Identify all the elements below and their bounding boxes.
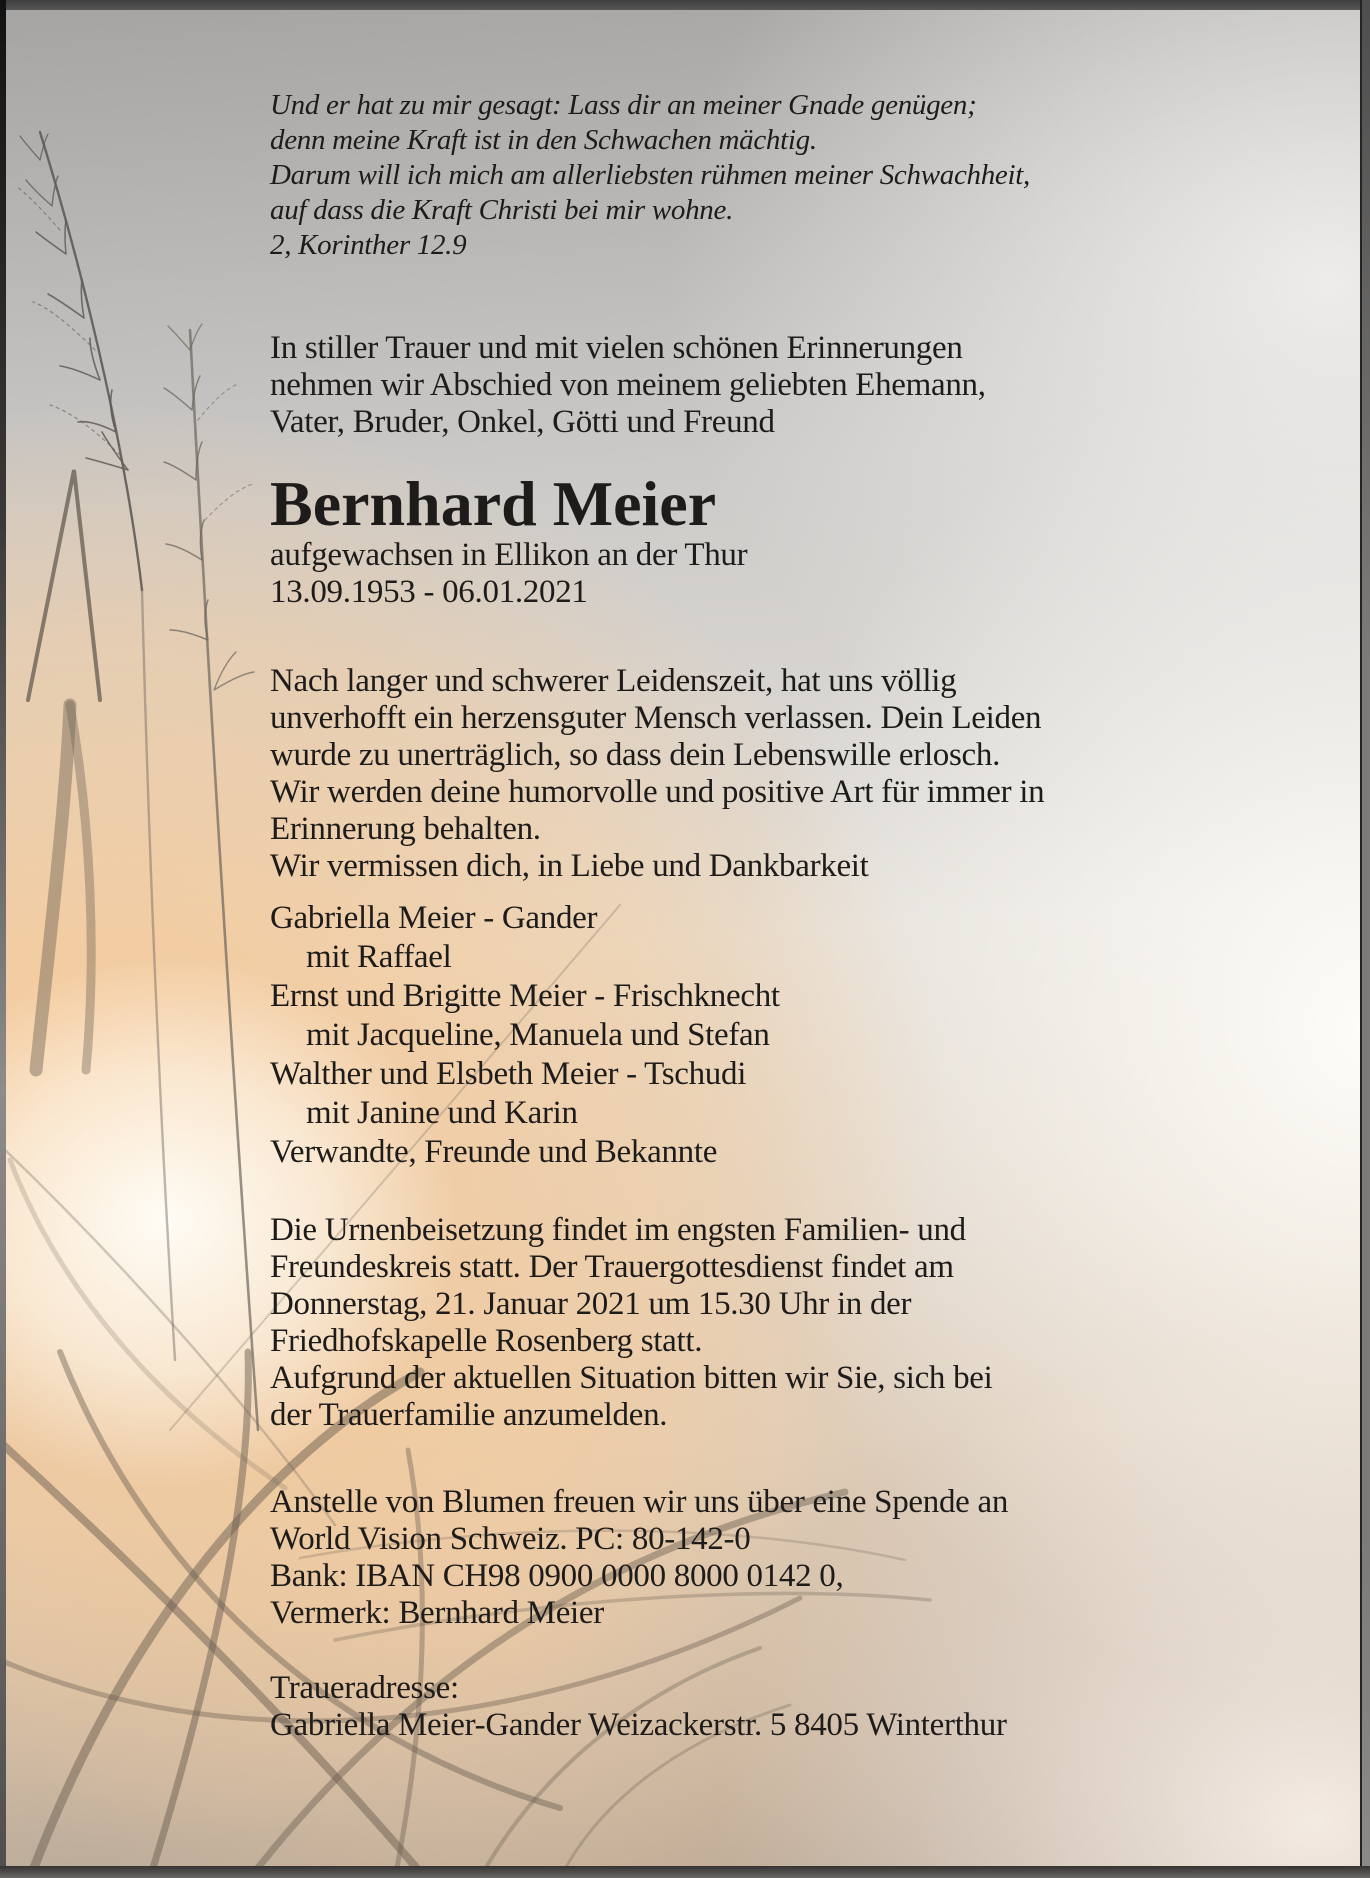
frame-top-border: [0, 0, 1370, 10]
life-dates: 13.09.1953 - 06.01.2021: [270, 574, 588, 610]
origin-line: aufgewachsen in Ellikon an der Thur: [270, 537, 748, 573]
mourner-line: mit Raffael: [306, 939, 452, 975]
quote-attribution: 2, Korinther 12.9: [270, 229, 467, 261]
frame-bottom-border: [0, 1866, 1370, 1878]
address-line: Gabriella Meier-Gander Weizackerstr. 5 8405 Winterthur: [270, 1707, 1007, 1743]
quote-line: denn meine Kraft ist in den Schwachen mächtig.: [270, 124, 817, 156]
intro-line: Vater, Bruder, Onkel, Götti und Freund: [270, 404, 775, 440]
deceased-name: Bernhard Meier: [270, 468, 717, 539]
mourning-address: [270, 1670, 1310, 1744]
mourner-line: mit Janine und Karin: [306, 1095, 578, 1131]
intro-paragraph: [270, 330, 1310, 441]
eulogy-line: unverhofft ein herzensguter Mensch verlassen. Dein Leiden: [270, 700, 1042, 736]
bible-quote: [270, 0, 1310, 263]
mourner-line: mit Jacqueline, Manuela und Stefan: [306, 1017, 770, 1053]
notice-content: [270, 0, 1310, 1744]
quote-line: Und er hat zu mir gesagt: Lass dir an meiner Gnade genügen;: [270, 89, 977, 121]
address-label: Traueradresse:: [270, 1670, 459, 1706]
intro-line: In stiller Trauer und mit vielen schönen Erinnerungen: [270, 330, 963, 366]
farewell-line: Wir vermissen dich, in Liebe und Dankbarkeit: [270, 848, 869, 884]
donation-paragraph: [270, 1484, 1310, 1632]
service-line: Donnerstag, 21. Januar 2021 um 15.30 Uhr in der: [270, 1286, 912, 1322]
service-line: der Trauerfamilie anzumelden.: [270, 1397, 668, 1433]
quote-line: Darum will ich mich am allerliebsten rühmen meiner Schwachheit,: [270, 159, 1030, 191]
mourners-list: [270, 899, 1310, 1172]
service-line: Die Urnenbeisetzung findet im engsten Familien- und: [270, 1212, 966, 1248]
eulogy-line: Wir werden deine humorvolle und positive Art für immer in: [270, 774, 1045, 810]
donation-line: World Vision Schweiz. PC: 80-142-0: [270, 1521, 751, 1557]
eulogy-line: wurde zu unerträglich, so dass dein Lebenswille erlosch.: [270, 737, 1001, 773]
donation-line: Anstelle von Blumen freuen wir uns über eine Spende an: [270, 1484, 1009, 1520]
mourner-line: Ernst und Brigitte Meier - Frischknecht: [270, 978, 780, 1014]
donation-line: Bank: IBAN CH98 0900 0000 8000 0142 0,: [270, 1558, 844, 1594]
service-paragraph: [270, 1212, 1310, 1434]
eulogy-paragraph: [270, 663, 1310, 848]
mourner-line: Gabriella Meier - Gander: [270, 900, 598, 936]
mourner-line: Walther und Elsbeth Meier - Tschudi: [270, 1056, 747, 1092]
frame-left-border: [0, 0, 6, 1878]
service-line: Aufgrund der aktuellen Situation bitten wir Sie, sich bei: [270, 1360, 993, 1396]
service-line: Freundeskreis statt. Der Trauergottesdienst findet am: [270, 1249, 954, 1285]
eulogy-line: Nach langer und schwerer Leidenszeit, hat uns völlig: [270, 663, 957, 699]
donation-line: Vermerk: Bernhard Meier: [270, 1595, 604, 1631]
intro-line: nehmen wir Abschied von meinem geliebten Ehemann,: [270, 367, 986, 403]
service-line: Friedhofskapelle Rosenberg statt.: [270, 1323, 703, 1359]
eulogy-line: Erinnerung behalten.: [270, 811, 541, 847]
quote-line: auf dass die Kraft Christi bei mir wohne.: [270, 194, 734, 226]
mourner-line: Verwandte, Freunde und Bekannte: [270, 1134, 718, 1170]
frame-right-border: [1360, 0, 1370, 1878]
